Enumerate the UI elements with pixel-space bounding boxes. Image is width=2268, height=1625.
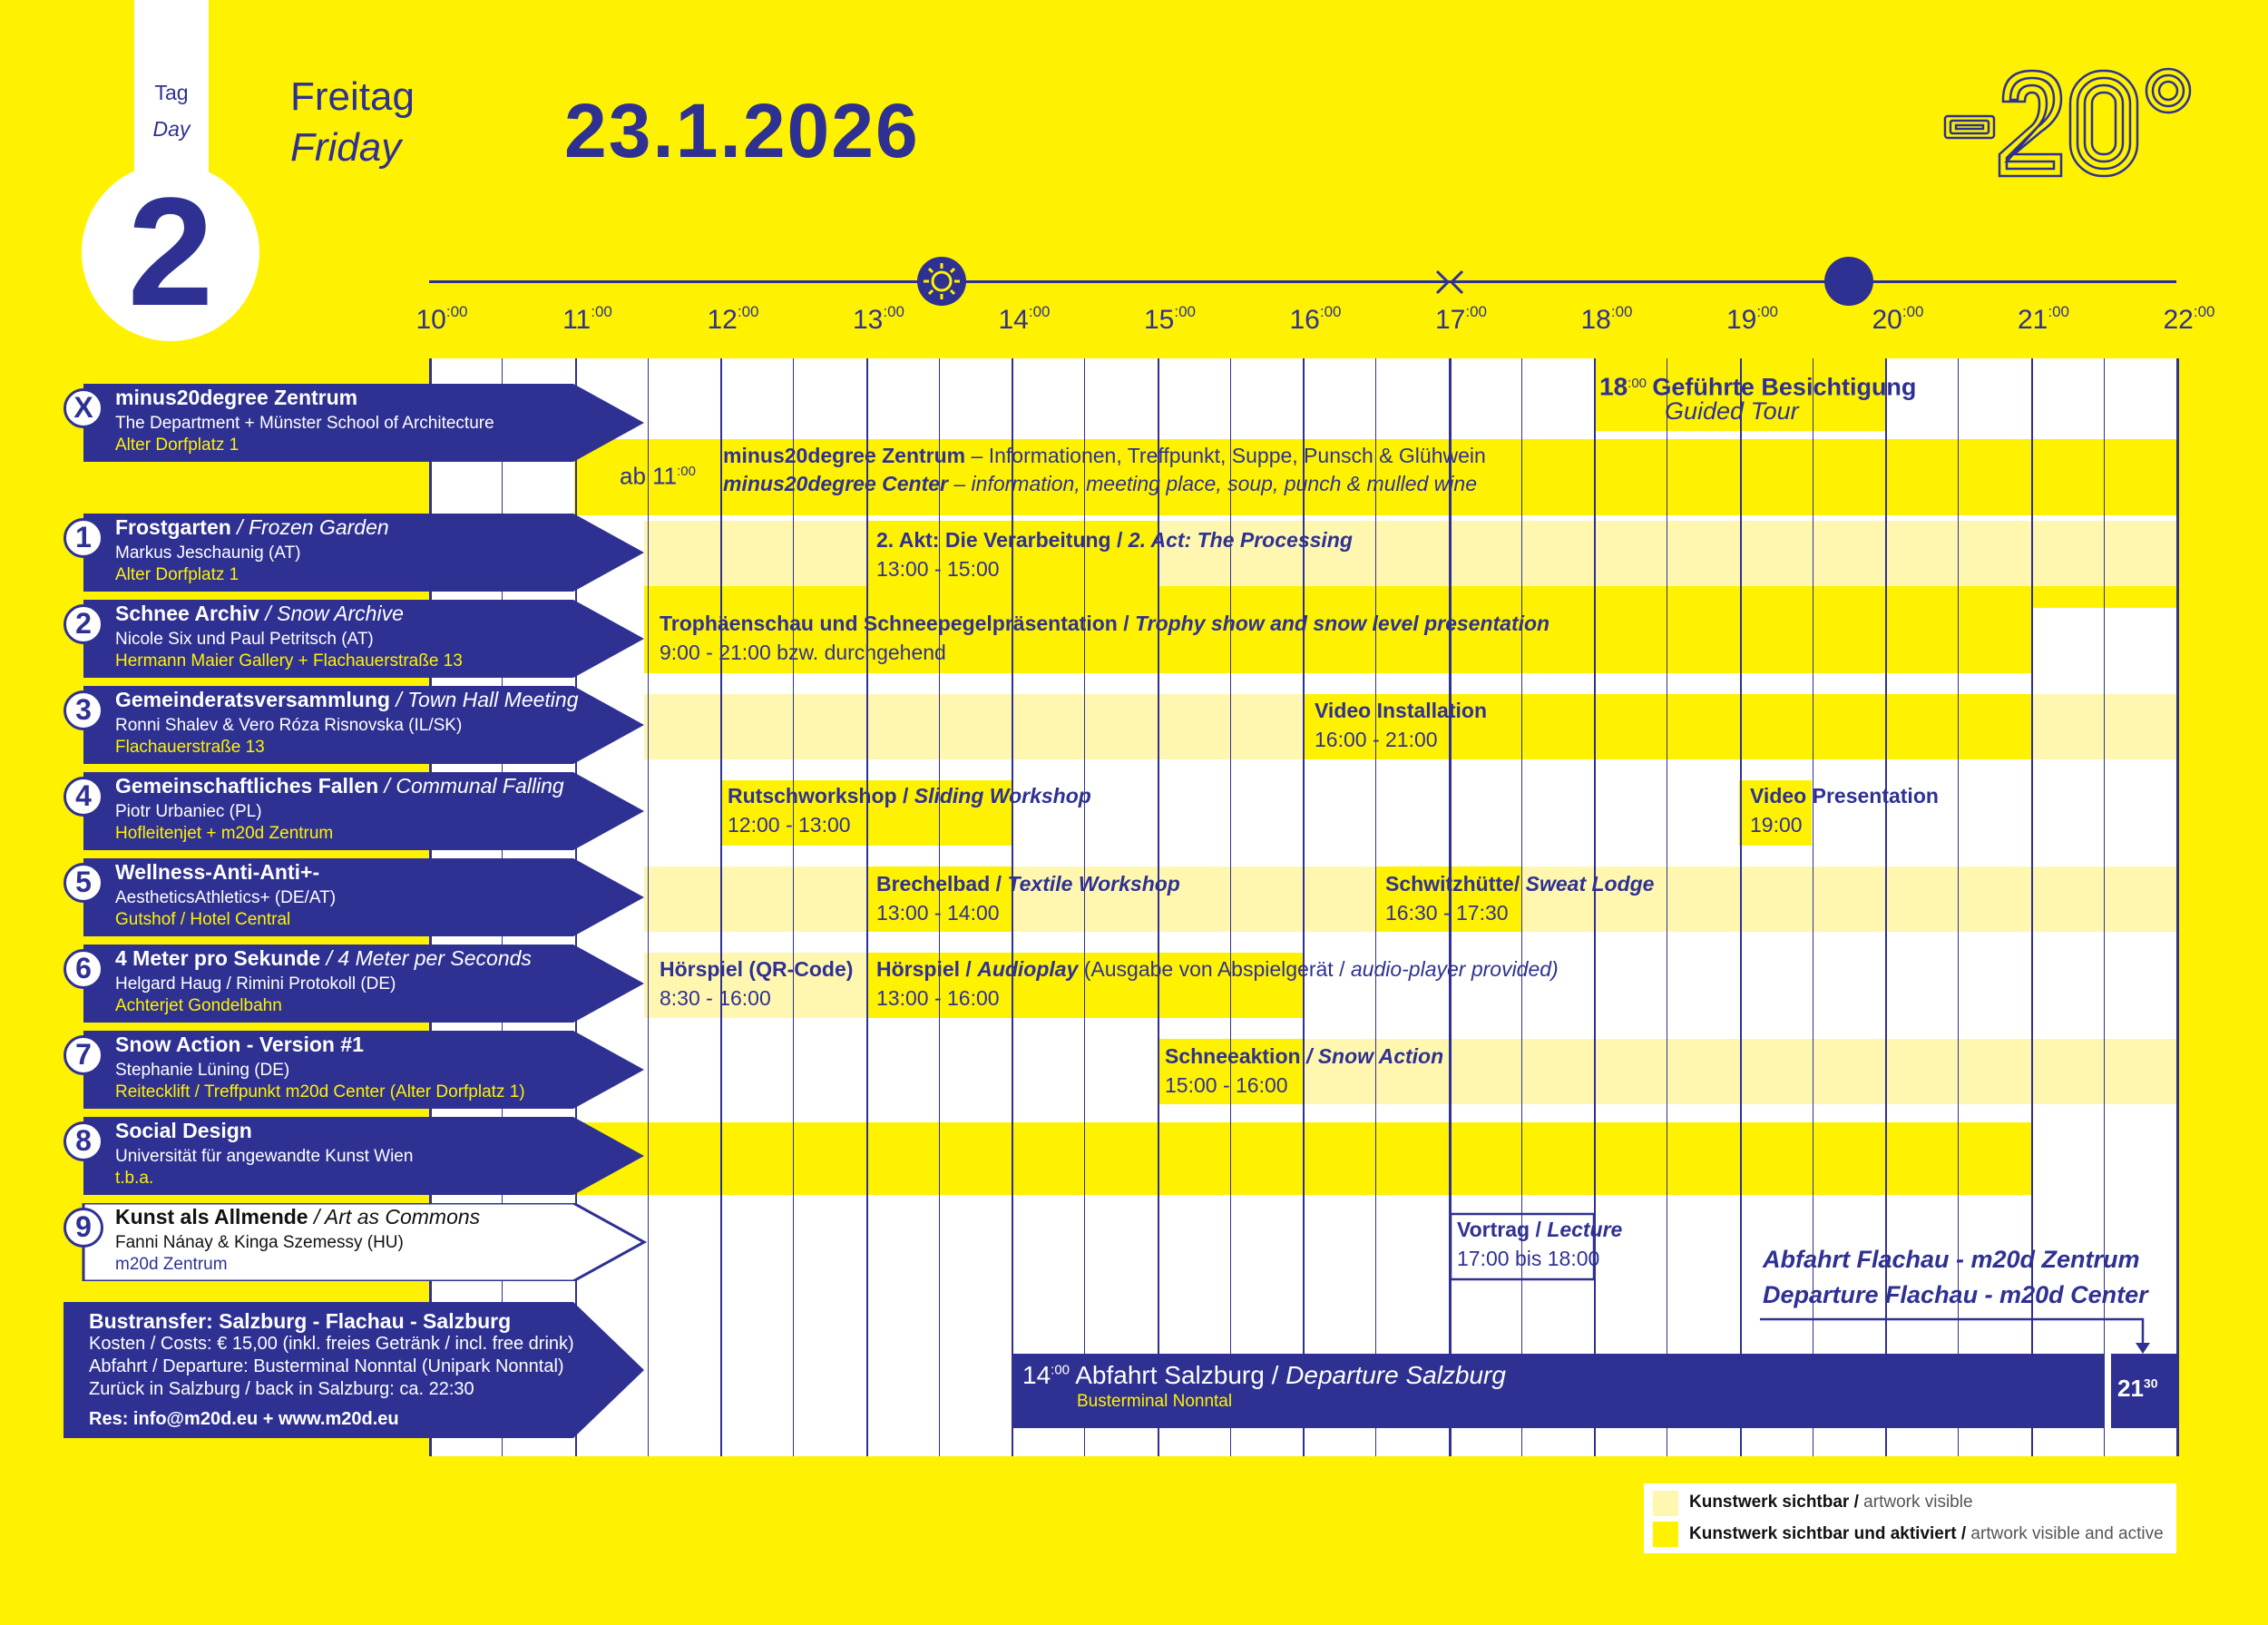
r4b-event: Video Presentation [1750,784,1939,808]
row-artist: Piotr Urbaniec (PL) [115,802,262,821]
tag-label-de: Tag [154,81,189,104]
sun-icon [916,256,967,307]
bus-depart-place: Busterminal Nonntal [1077,1392,1233,1411]
hour-label: $12^{:00}$ [707,303,759,335]
row-title: Kunst als Allmende / Art as Commons [115,1205,481,1229]
row-number-badge: 5 [64,863,103,903]
r9-time: 17:00 bis 18:00 [1457,1247,1600,1270]
row-number-badge: 2 [64,604,103,644]
grid-line [1375,358,1376,1456]
hour-label: $17^{:00}$ [1434,303,1488,335]
bus-label-text [89,1310,574,1431]
row-number-badge: 4 [64,777,103,817]
hour-label: $13^{:00}$ [852,303,905,335]
legend-swatch-active [1653,1522,1678,1547]
r6a-time: 8:30 - 16:00 [660,986,771,1010]
row-place: Alter Dorfplatz 1 [115,565,240,584]
tag-label [134,74,209,147]
grid-line [1740,358,1742,1456]
r1-time: 13:00 - 15:00 [876,557,1000,581]
row-number-badge: 3 [64,690,103,730]
row-artist: The Department + Münster School of Architecture [115,414,494,433]
row-place: t.b.a. [115,1169,154,1188]
row-title: Frostgarten / Frozen Garden [115,515,389,539]
r3-event: Video Installation [1315,699,1487,722]
r9-event: Vortrag / Lecture [1457,1218,1623,1241]
row-title-en: / Town Hall Meeting [389,688,579,711]
weekday-en: Friday [290,125,402,170]
row-title-en: / 4 Meter per Seconds [320,946,532,970]
guided-tour-en: Guided Tour [1665,397,1799,425]
r4a-time: 12:00 - 13:00 [728,813,851,837]
row-title-en: / Frozen Garden [230,515,389,539]
row-place: Flachauerstraße 13 [115,738,265,757]
row-artist: Fanni Nánay & Kinga Szemessy (HU) [115,1233,404,1252]
r2-event: Trophäenschau und Schneepegelpräsentation / Trophy show and snow level presentation [660,612,1550,635]
bus-reservation: Res: info@m20d.eu + www.m20d.eu [89,1409,399,1429]
hour-label: $14^{:00}$ [998,303,1051,335]
hour-label: $11^{:00}$ [562,303,612,335]
bus-return-en: Departure Flachau - m20d Center [1763,1281,2148,1308]
hour-label: $22^{:00}$ [2163,303,2215,335]
bus-depart-label: $14^{:00}$ Abfahrt Salzburg / Departure Salzburg [1022,1361,1506,1389]
hour-label: $15^{:00}$ [1143,303,1197,335]
bus-cost: Kosten / Costs: € 15,00 (inkl. freies Getränk / incl. free drink) [89,1334,574,1354]
r6b-event: Hörspiel / Audioplay (Ausgabe von Abspielgerät / audio-player provided) [876,957,1559,981]
grid-line [1012,358,1013,1456]
moon-icon [1823,256,1874,307]
logo-minus20 [1941,64,2195,186]
row-number-badge: 6 [64,949,103,989]
row-number-badge: 8 [64,1121,103,1161]
bus-title: Bustransfer: Salzburg - Flachau - Salzburg [89,1309,512,1333]
timeline-axis [429,280,2176,283]
row-artist: Nicole Six und Paul Petritsch (AT) [115,630,374,649]
r6b-time: 13:00 - 16:00 [876,986,1000,1010]
grid-line [1230,358,1231,1456]
center-en: minus20degree Center – information, meeting place, soup, punch & mulled wine [723,472,1477,495]
weekday-de: Freitag [290,74,415,119]
grid-line [2176,358,2179,1456]
row-artist: Ronni Shalev & Vero Róza Risnovska (IL/SK) [115,716,463,735]
r4b-time: 19:00 [1750,813,1803,837]
row-artist: Helgard Haug / Rimini Protokoll (DE) [115,974,396,994]
legend-swatch-visible [1653,1491,1678,1516]
grid-line [1084,358,1085,1456]
row-number-badge: 9 [64,1208,103,1248]
hour-label: $19^{:00}$ [1725,303,1779,335]
r5b-event: Schwitzhütte/ Sweat Lodge [1385,872,1655,896]
row-artist: Markus Jeschaunig (AT) [115,543,301,563]
bus-departure: Abfahrt / Departure: Busterminal Nonntal (Unipark Nonntal) [89,1356,564,1376]
sunset-marker-icon [1433,269,1466,296]
hour-label: $10^{:00}$ [415,303,468,335]
row-number-badge: 1 [64,518,103,558]
hour-label: $16^{:00}$ [1289,303,1342,335]
row-separator [644,586,2176,608]
legend-active: Kunstwerk sichtbar und aktiviert / artwork visible and active [1689,1524,2164,1543]
row-title: Schnee Archiv / Snow Archive [115,602,404,625]
grid-line [720,358,722,1456]
row-number-badge: X [64,388,103,428]
bus-return-de: Abfahrt Flachau - m20d Zentrum [1763,1246,2140,1273]
grid-line [1521,358,1522,1456]
hour-label: $20^{:00}$ [1872,303,1924,335]
legend-visible: Kunstwerk sichtbar / artwork visible [1689,1493,1973,1512]
r4a-event: Rutschworkshop / Sliding Workshop [728,784,1091,808]
row-place: Reitecklift / Treffpunkt m20d Center (Alter Dorfplatz 1) [115,1082,525,1101]
grid-line [866,358,868,1456]
r7-time: 15:00 - 16:00 [1165,1073,1288,1097]
row-title-en: / Communal Falling [378,774,564,798]
day-number: 2 [127,166,214,338]
bus-return: Zurück in Salzburg / back in Salzburg: ca. 22:30 [89,1379,474,1399]
grid-line [1594,358,1596,1456]
row-title: Gemeinderatsversammlung / Town Hall Meeting [115,688,579,711]
row-place: m20d Zentrum [115,1255,228,1274]
hour-label: $21^{:00}$ [2017,303,2070,335]
tag-label-en: Day [152,117,191,141]
legend [1644,1483,2176,1553]
page-title-date: 23.1.2026 [564,88,920,173]
center-from: ab $11^{:00}$ [620,462,696,490]
row-title: Social Design [115,1119,252,1142]
r2-time: 9:00 - 21:00 bzw. durchgehend [660,641,946,664]
row-title: 4 Meter pro Sekunde / 4 Meter per Seconds [115,946,532,970]
row-place: Gutshof / Hotel Central [115,910,291,929]
row-artist: Stephanie Lüning (DE) [115,1061,290,1080]
row-place: Hofleitenjet + m20d Zentrum [115,824,334,843]
grid-line [1158,358,1159,1456]
r5a-time: 13:00 - 14:00 [876,901,1000,925]
center-de: minus20degree Zentrum – Informationen, Treffpunkt, Suppe, Punsch & Glühwein [723,444,1486,467]
row-number-badge: 7 [64,1035,103,1075]
r5b-time: 16:30 - 17:30 [1385,901,1509,925]
r5a-event: Brechelbad / Textile Workshop [876,872,1180,896]
r3-time: 16:00 - 21:00 [1315,728,1438,751]
row-title: Wellness-Anti-Anti+- [115,860,320,884]
row-title: Gemeinschaftliches Fallen / Communal Falling [115,774,564,798]
r6a-event: Hörspiel (QR-Code) [660,957,854,981]
row-place: Achterjet Gondelbahn [115,996,282,1015]
row-place: Alter Dorfplatz 1 [115,436,240,455]
hour-label: $18^{:00}$ [1580,303,1633,335]
row-place: Hermann Maier Gallery + Flachauerstraße 13 [115,651,463,671]
row-title: Snow Action - Version #1 [115,1033,364,1056]
r1-event: 2. Akt: Die Verarbeitung / 2. Act: The Processing [876,528,1353,552]
grid-line [1303,358,1305,1456]
row-artist: Universität für angewandte Kunst Wien [115,1147,414,1166]
row-title-en: / Art as Commons [308,1205,481,1229]
return-arrow-icon [1760,1314,2159,1354]
row-title-en: / Snow Archive [259,602,404,625]
grid-line [793,358,794,1456]
bus-return-time: $21^{30}$ [2117,1375,2158,1402]
guided-tour-label: $18^{:00}$ Geführte Besichtigung [1599,372,1917,401]
row-title: minus20degree Zentrum [115,386,358,409]
row-artist: AestheticsAthletics+ (DE/AT) [115,888,337,907]
r7-event: Schneeaktion / Snow Action [1165,1044,1444,1068]
